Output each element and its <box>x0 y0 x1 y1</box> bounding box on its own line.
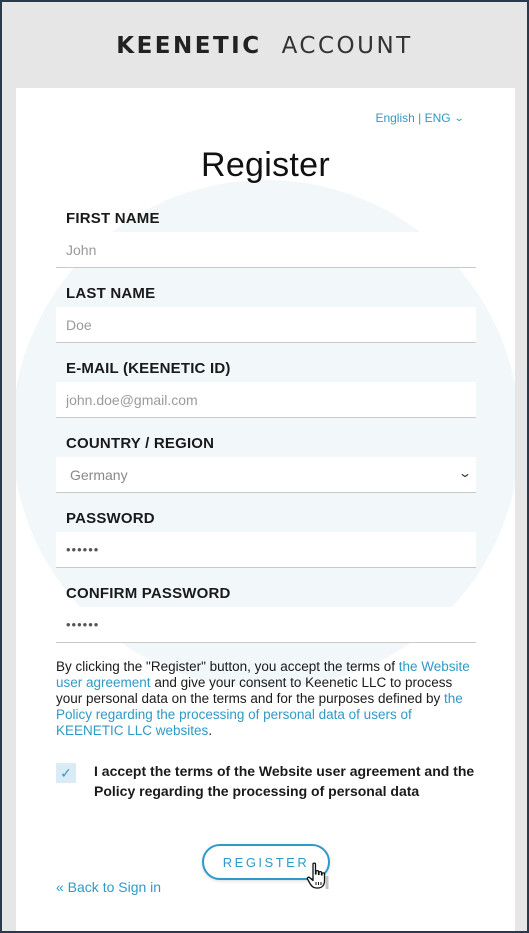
confirm-password-field <box>56 585 476 643</box>
user-agreement-link[interactable]: the Website user agreement <box>56 659 470 690</box>
password-mask: •••••• <box>66 542 100 557</box>
first-name-input[interactable] <box>56 232 476 268</box>
register-card <box>16 88 515 933</box>
email-input[interactable] <box>56 382 476 418</box>
back-to-sign-in-link[interactable]: « Back to Sign in <box>56 879 162 895</box>
consent-text-1: By clicking the "Register" button, you accept the terms of <box>56 659 399 674</box>
confirm-password-label: CONFIRM PASSWORD <box>66 585 231 602</box>
logo-product: ACCOUNT <box>281 33 413 59</box>
language-selector[interactable] <box>375 111 463 125</box>
register-button[interactable]: REGISTER <box>202 844 330 880</box>
page-header <box>0 0 529 88</box>
country-selected-value: Germany <box>70 466 128 483</box>
email-label: E-MAIL (KEENETIC ID) <box>66 360 231 377</box>
password-field <box>56 510 476 568</box>
consent-text <box>56 659 476 739</box>
last-name-label: LAST NAME <box>66 285 156 302</box>
confirm-password-input[interactable] <box>56 607 476 643</box>
password-input[interactable] <box>56 532 476 568</box>
country-select[interactable] <box>56 457 476 493</box>
consent-text-3: . <box>208 723 213 738</box>
first-name-label: FIRST NAME <box>66 210 160 227</box>
email-field <box>56 360 476 418</box>
last-name-field <box>56 285 476 343</box>
language-label: English | ENG <box>375 111 451 125</box>
consent-text-2: and give your consent to Keenetic LLC to process your personal data on the terms and for the purposes defined by <box>56 675 453 706</box>
chevron-down-icon: ⌄ <box>457 466 473 480</box>
checkmark-icon: ✓ <box>60 764 72 781</box>
accept-terms-checkbox[interactable] <box>56 763 76 783</box>
confirm-password-mask: •••••• <box>66 617 100 632</box>
password-label: PASSWORD <box>66 510 155 527</box>
hand-pointer-cursor-icon <box>305 862 331 892</box>
accept-terms-label: I accept the terms of the Website user agreement and the Policy regarding the processing of personal data <box>94 763 475 799</box>
chevron-down-icon: ⌄ <box>453 112 465 124</box>
accept-terms-row <box>56 761 476 801</box>
privacy-policy-link[interactable]: the Policy regarding the processing of personal data of users of KEENETIC LLC websites <box>56 691 463 738</box>
logo-brand: KEENETIC <box>116 33 262 59</box>
logo <box>116 33 413 59</box>
first-name-field <box>56 210 476 268</box>
last-name-input[interactable] <box>56 307 476 343</box>
country-field <box>56 435 476 493</box>
page-title: Register <box>200 146 330 184</box>
country-label: COUNTRY / REGION <box>66 435 215 452</box>
